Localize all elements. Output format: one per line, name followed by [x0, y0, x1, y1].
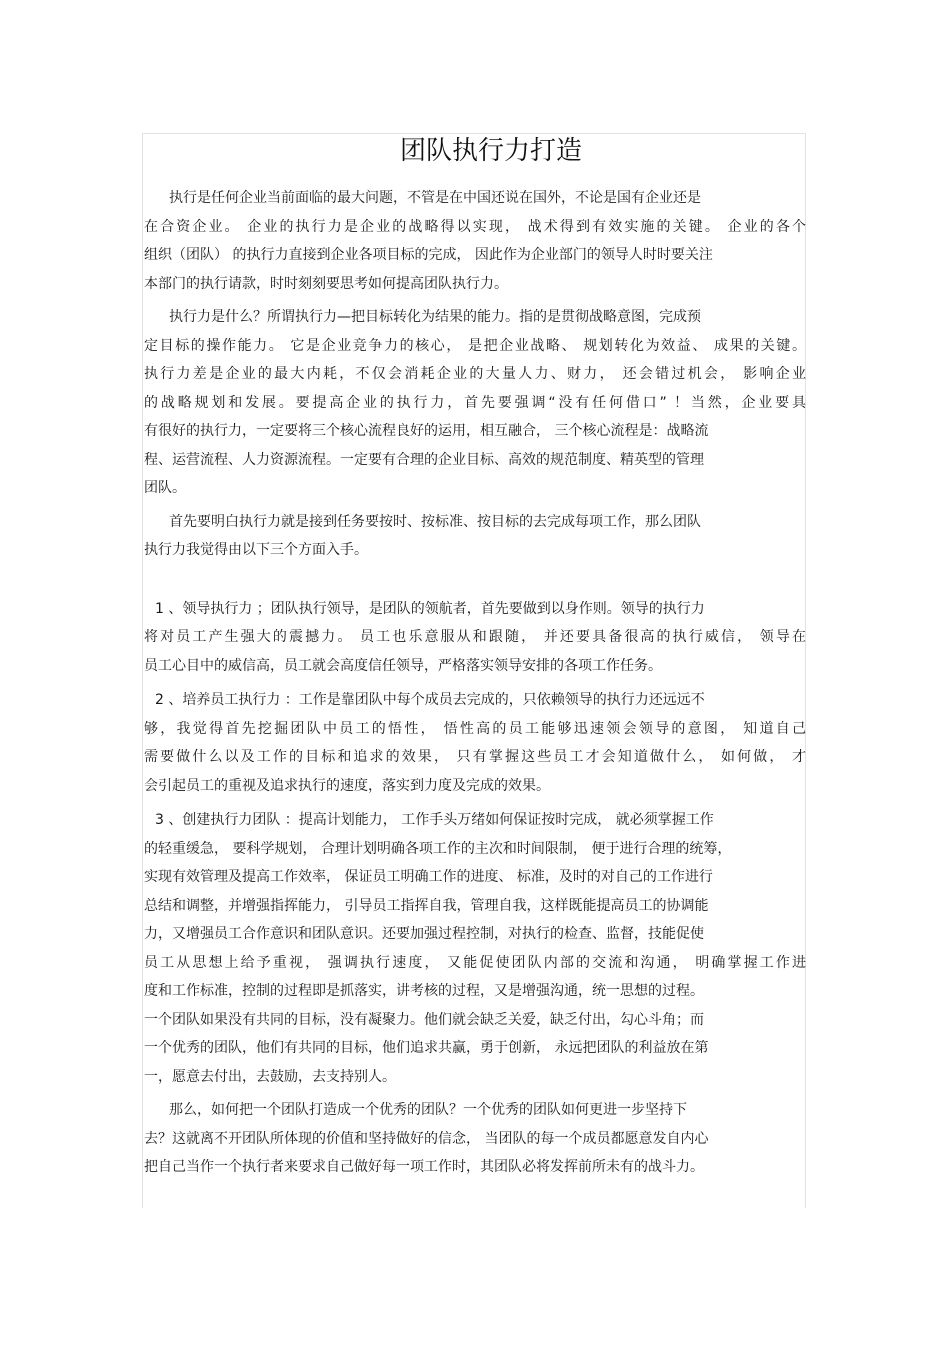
text-line: 执行是任何企业当前面临的最大问题，不管是在中国还说在国外，不论是国有企业还是 [169, 190, 701, 206]
text-line: 的战略规划和发展。要提高企业的执行力，首先要强调“没有任何借口” ！当然，企业要具 [144, 394, 806, 411]
text-line: 执行力我觉得由以下三个方面入手。 [144, 542, 368, 558]
text-line: 本部门的执行请款，时时刻刻要思考如何提高团队执行力。 [144, 275, 508, 292]
text-line: 力，又增强员工合作意识和团队意识。还要加强过程控制，对执行的检查、监督，技能促使 [144, 926, 704, 942]
text-line: 定目标的操作能力。 它是企业竞争力的核心， 是把企业战略、 规划转化为效益、 成果的关键。 [144, 337, 806, 354]
text-line: 组织（团队） 的执行力直接到企业各项目标的完成， 因此作为企业部门的领导人时时要关注 [144, 247, 713, 263]
item-team [144, 806, 806, 1091]
item-leadership [144, 595, 806, 681]
text-line: 需要做什么以及工作的目标和追求的效果， 只有掌握这些员工才会知道做什么， 如何做， 才 [144, 749, 806, 765]
paragraph-approach [144, 508, 806, 565]
text-line: 有很好的执行力，一定要将三个核心流程良好的运用，相互融合， 三个核心流程是：战略流 [144, 423, 709, 439]
text-line: 1 、领导执行力 ；团队执行领导，是团队的领航者，首先要做到以身作则。领导的执行力 [155, 600, 705, 617]
text-line: 的轻重缓急， 要科学规划， 合理计划明确各项工作的主次和时间限制， 便于进行合理的统筹， [144, 840, 732, 857]
text-line: 程、运营流程、人力资源流程。一定要有合理的企业目标、高效的规范制度、精英型的管理 [144, 451, 704, 468]
text-line: 度和工作标准，控制的过程即是抓落实，讲考核的过程，又是增强沟通，统一思想的过程。 [144, 983, 704, 999]
text-line: 实现有效管理及提高工作效率， 保证员工明确工作的进度、 标准，及时的对自己的工作进行 [144, 869, 713, 885]
document-body [144, 184, 806, 1182]
text-line: 够，我觉得首先挖掘团队中员工的悟性， 悟性高的员工能够迅速领会领导的意图， 知道自己 [144, 720, 806, 737]
text-line: 执行力是什么？所谓执行力—把目标转化为结果的能力。指的是贯彻战略意图，完成预 [169, 309, 701, 325]
text-line: 那么，如何把一个团队打造成一个优秀的团队？一个优秀的团队如何更进一步坚持下 [169, 1102, 687, 1118]
text-line: 首先要明白执行力就是接到任务要按时、按标准、按目标的去完成每项工作，那么团队 [169, 513, 701, 530]
text-line: 一个优秀的团队，他们有共同的目标，他们追求共赢，勇于创新， 永远把团队的利益放在第 [144, 1040, 709, 1056]
paragraph-definition [144, 303, 806, 503]
item-staff [144, 686, 806, 800]
text-line: 3 、创建执行力团队 ：提高计划能力， 工作手头万绪如何保证按时完成， 就必须掌握工作 [155, 812, 714, 828]
text-line: 去？这就离不开团队所体现的价值和坚持做好的信念， 当团队的每一个成员都愿意发自内心 [144, 1130, 709, 1147]
text-line: 执行力差是企业的最大内耗，不仅会消耗企业的大量人力、财力， 还会错过机会， 影响企业 [144, 366, 806, 382]
document-title: 团队执行力打造 [399, 136, 582, 166]
text-line: 在合资企业。 企业的执行力是企业的战略得以实现， 战术得到有效实施的关键。 企业的各个 [144, 218, 806, 235]
paragraph-conclusion [144, 1096, 806, 1182]
text-line: 会引起员工的重视及追求执行的速度，落实到力度及完成的效果。 [144, 777, 550, 794]
text-line: 将对员工产生强大的震撼力。 员工也乐意服从和跟随， 并还要具备很高的执行威信， 领导在 [144, 629, 806, 645]
text-line: 把自己当作一个执行者来要求自己做好每一项工作时，其团队必将发挥前所未有的战斗力。 [144, 1159, 704, 1175]
text-line: 一个团队如果没有共同的目标，没有凝聚力。他们就会缺乏关爱，缺乏付出，勾心斗角；而 [144, 1011, 704, 1028]
text-line: 2 、培养员工执行力 ：工作是靠团队中每个成员去完成的，只依赖领导的执行力还远远不 [155, 692, 705, 708]
text-line: 一，愿意去付出，去鼓励，去支持别人。 [144, 1068, 396, 1085]
text-line: 员工从思想上给予重视， 强调执行速度， 又能促使团队内部的交流和沟通， 明确掌握工作进 [144, 954, 806, 971]
text-line: 团队。 [144, 480, 186, 496]
text-line: 员工心目中的威信高，员工就会高度信任领导，严格落实领导安排的各项工作任务。 [144, 657, 662, 674]
text-line: 总结和调整，并增强指挥能力， 引导员工指挥自我，管理自我，这样既能提高员工的协调能 [144, 897, 709, 914]
paragraph-intro [144, 184, 806, 298]
